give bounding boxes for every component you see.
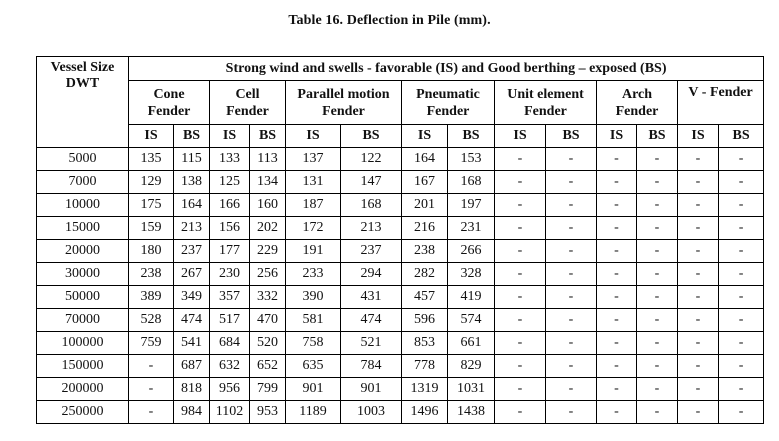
deflection-cell: 635 <box>286 355 341 378</box>
deflection-cell: - <box>546 286 597 309</box>
deflection-cell: 470 <box>250 309 286 332</box>
table-row <box>37 217 764 240</box>
deflection-cell: - <box>546 309 597 332</box>
deflection-cell: 520 <box>250 332 286 355</box>
vessel-size-cell: 200000 <box>37 378 129 401</box>
deflection-cell: - <box>719 309 764 332</box>
deflection-cell: 134 <box>250 171 286 194</box>
deflection-cell: - <box>678 286 719 309</box>
deflection-cell: 596 <box>402 309 448 332</box>
deflection-cell: 521 <box>341 332 402 355</box>
header-bs: BS <box>719 125 764 148</box>
header-bs: BS <box>637 125 678 148</box>
vessel-size-cell: 100000 <box>37 332 129 355</box>
header-is: IS <box>286 125 341 148</box>
deflection-cell: 474 <box>174 309 210 332</box>
deflection-cell: 474 <box>341 309 402 332</box>
vessel-size-cell: 30000 <box>37 263 129 286</box>
deflection-cell: - <box>597 217 637 240</box>
deflection-cell: - <box>597 171 637 194</box>
deflection-cell: - <box>597 263 637 286</box>
deflection-cell: 349 <box>174 286 210 309</box>
vessel-size-cell: 15000 <box>37 217 129 240</box>
deflection-cell: - <box>546 148 597 171</box>
deflection-cell: - <box>678 355 719 378</box>
header-cell-fender: Cell Fender <box>210 81 286 125</box>
table-row <box>37 355 764 378</box>
deflection-cell: - <box>637 401 678 424</box>
vessel-size-cell: 20000 <box>37 240 129 263</box>
deflection-cell: - <box>495 332 546 355</box>
deflection-cell: - <box>678 263 719 286</box>
deflection-cell: 818 <box>174 378 210 401</box>
deflection-cell: - <box>495 286 546 309</box>
header-vessel-size-line-2: DWT <box>65 76 100 91</box>
deflection-cell: - <box>597 194 637 217</box>
deflection-cell: 160 <box>250 194 286 217</box>
table-row <box>37 378 764 401</box>
table-row <box>37 309 764 332</box>
deflection-cell: 953 <box>250 401 286 424</box>
deflection-cell: 1102 <box>210 401 250 424</box>
header-is: IS <box>210 125 250 148</box>
deflection-cell: - <box>637 286 678 309</box>
header-group-title: Strong wind and swells - favorable (IS) and Good berthing – exposed (BS) <box>129 57 764 81</box>
deflection-cell: 328 <box>448 263 495 286</box>
deflection-cell: 1438 <box>448 401 495 424</box>
deflection-cell: - <box>495 401 546 424</box>
deflection-cell: 187 <box>286 194 341 217</box>
deflection-cell: 202 <box>250 217 286 240</box>
deflection-cell: - <box>597 332 637 355</box>
vessel-size-cell: 70000 <box>37 309 129 332</box>
deflection-cell: 1319 <box>402 378 448 401</box>
table-caption: Table 16. Deflection in Pile (mm). <box>288 13 491 28</box>
deflection-cell: - <box>637 378 678 401</box>
deflection-cell: 216 <box>402 217 448 240</box>
deflection-cell: - <box>637 332 678 355</box>
deflection-cell: 758 <box>286 332 341 355</box>
deflection-cell: - <box>637 171 678 194</box>
table-row <box>37 263 764 286</box>
deflection-cell: 159 <box>129 217 174 240</box>
deflection-cell: - <box>719 263 764 286</box>
deflection-cell: 164 <box>402 148 448 171</box>
deflection-cell: - <box>637 309 678 332</box>
vessel-size-cell: 150000 <box>37 355 129 378</box>
deflection-cell: 267 <box>174 263 210 286</box>
deflection-cell: 652 <box>250 355 286 378</box>
deflection-cell: 1189 <box>286 401 341 424</box>
table-row <box>37 401 764 424</box>
deflection-cell: - <box>678 194 719 217</box>
table-row <box>37 332 764 355</box>
table-row <box>37 194 764 217</box>
deflection-cell: 238 <box>402 240 448 263</box>
deflection-cell: 172 <box>286 217 341 240</box>
deflection-cell: - <box>637 148 678 171</box>
deflection-cell: - <box>719 217 764 240</box>
deflection-cell: - <box>719 194 764 217</box>
deflection-cell: - <box>719 401 764 424</box>
deflection-cell: 115 <box>174 148 210 171</box>
deflection-cell: 233 <box>286 263 341 286</box>
header-arch-fender: Arch Fender <box>597 81 678 125</box>
deflection-cell: - <box>495 194 546 217</box>
deflection-cell: - <box>495 355 546 378</box>
header-is: IS <box>678 125 719 148</box>
vessel-size-cell: 7000 <box>37 171 129 194</box>
vessel-size-cell: 50000 <box>37 286 129 309</box>
deflection-cell: 294 <box>341 263 402 286</box>
deflection-cell: - <box>678 240 719 263</box>
table-row <box>37 286 764 309</box>
deflection-cell: - <box>637 194 678 217</box>
deflection-cell: 901 <box>286 378 341 401</box>
deflection-cell: - <box>495 240 546 263</box>
deflection-cell: 956 <box>210 378 250 401</box>
deflection-cell: - <box>546 263 597 286</box>
deflection-cell: - <box>597 401 637 424</box>
deflection-cell: - <box>719 286 764 309</box>
header-vessel-size <box>37 57 129 148</box>
deflection-cell: 984 <box>174 401 210 424</box>
header-v-fender: V - Fender <box>678 81 764 125</box>
deflection-cell: 125 <box>210 171 250 194</box>
header-row-is-bs <box>37 125 764 148</box>
deflection-cell: - <box>495 148 546 171</box>
deflection-cell: 357 <box>210 286 250 309</box>
deflection-cell: - <box>597 309 637 332</box>
deflection-cell: 266 <box>448 240 495 263</box>
deflection-cell: 166 <box>210 194 250 217</box>
deflection-cell: 799 <box>250 378 286 401</box>
deflection-cell: - <box>678 217 719 240</box>
deflection-cell: 1031 <box>448 378 495 401</box>
header-is: IS <box>495 125 546 148</box>
header-bs: BS <box>341 125 402 148</box>
header-pneumatic-fender: Pneumatic Fender <box>402 81 495 125</box>
header-vessel-size-line-1: Vessel Size <box>50 60 115 75</box>
deflection-cell: - <box>129 355 174 378</box>
deflection-cell: - <box>129 401 174 424</box>
deflection-cell: - <box>546 217 597 240</box>
deflection-cell: - <box>546 194 597 217</box>
deflection-cell: - <box>719 240 764 263</box>
deflection-cell: 213 <box>341 217 402 240</box>
deflection-cell: 213 <box>174 217 210 240</box>
deflection-cell: 197 <box>448 194 495 217</box>
deflection-cell: - <box>678 378 719 401</box>
deflection-cell: 901 <box>341 378 402 401</box>
deflection-cell: 138 <box>174 171 210 194</box>
deflection-cell: 135 <box>129 148 174 171</box>
deflection-cell: 1003 <box>341 401 402 424</box>
deflection-cell: 1496 <box>402 401 448 424</box>
deflection-cell: 231 <box>448 217 495 240</box>
deflection-cell: 164 <box>174 194 210 217</box>
header-unit-element-fender: Unit element Fender <box>495 81 597 125</box>
table-row <box>37 148 764 171</box>
deflection-cell: - <box>678 309 719 332</box>
deflection-cell: 431 <box>341 286 402 309</box>
header-is: IS <box>129 125 174 148</box>
deflection-cell: 517 <box>210 309 250 332</box>
deflection-cell: - <box>495 217 546 240</box>
vessel-size-cell: 10000 <box>37 194 129 217</box>
table-body <box>37 148 764 424</box>
deflection-cell: - <box>678 171 719 194</box>
deflection-cell: 191 <box>286 240 341 263</box>
deflection-cell: 167 <box>402 171 448 194</box>
deflection-cell: 541 <box>174 332 210 355</box>
deflection-cell: - <box>546 355 597 378</box>
deflection-cell: 133 <box>210 148 250 171</box>
deflection-cell: 147 <box>341 171 402 194</box>
deflection-cell: - <box>546 171 597 194</box>
table-row <box>37 240 764 263</box>
deflection-cell: - <box>495 378 546 401</box>
deflection-cell: 528 <box>129 309 174 332</box>
deflection-cell: - <box>597 148 637 171</box>
deflection-cell: - <box>678 401 719 424</box>
header-row-fenders <box>37 81 764 125</box>
deflection-cell: 131 <box>286 171 341 194</box>
deflection-cell: 129 <box>129 171 174 194</box>
deflection-cell: - <box>637 263 678 286</box>
deflection-cell: - <box>719 171 764 194</box>
deflection-cell: 168 <box>448 171 495 194</box>
deflection-cell: - <box>546 378 597 401</box>
deflection-cell: - <box>495 309 546 332</box>
deflection-cell: 457 <box>402 286 448 309</box>
deflection-cell: 778 <box>402 355 448 378</box>
deflection-cell: 687 <box>174 355 210 378</box>
deflection-cell: 661 <box>448 332 495 355</box>
deflection-cell: 256 <box>250 263 286 286</box>
deflection-cell: - <box>597 240 637 263</box>
deflection-cell: 784 <box>341 355 402 378</box>
deflection-cell: - <box>719 378 764 401</box>
header-is: IS <box>597 125 637 148</box>
deflection-cell: 137 <box>286 148 341 171</box>
deflection-cell: 574 <box>448 309 495 332</box>
deflection-cell: 122 <box>341 148 402 171</box>
deflection-cell: 829 <box>448 355 495 378</box>
deflection-cell: - <box>495 171 546 194</box>
deflection-cell: 853 <box>402 332 448 355</box>
header-cone-fender: Cone Fender <box>129 81 210 125</box>
deflection-cell: 168 <box>341 194 402 217</box>
deflection-cell: 759 <box>129 332 174 355</box>
deflection-cell: - <box>719 148 764 171</box>
deflection-cell: 180 <box>129 240 174 263</box>
deflection-cell: 156 <box>210 217 250 240</box>
deflection-cell: 229 <box>250 240 286 263</box>
deflection-cell: 230 <box>210 263 250 286</box>
deflection-cell: - <box>719 332 764 355</box>
deflection-cell: - <box>597 355 637 378</box>
deflection-cell: 113 <box>250 148 286 171</box>
deflection-cell: - <box>678 148 719 171</box>
deflection-cell: 237 <box>341 240 402 263</box>
deflection-cell: 175 <box>129 194 174 217</box>
deflection-cell: - <box>597 286 637 309</box>
deflection-cell: - <box>546 332 597 355</box>
header-parallel-motion-fender: Parallel motion Fender <box>286 81 402 125</box>
header-is: IS <box>402 125 448 148</box>
deflection-table <box>36 56 764 424</box>
header-row-group <box>37 57 764 81</box>
header-bs: BS <box>448 125 495 148</box>
deflection-cell: 389 <box>129 286 174 309</box>
deflection-cell: - <box>546 240 597 263</box>
deflection-cell: 282 <box>402 263 448 286</box>
deflection-cell: 581 <box>286 309 341 332</box>
deflection-cell: 237 <box>174 240 210 263</box>
header-bs: BS <box>250 125 286 148</box>
deflection-cell: 632 <box>210 355 250 378</box>
deflection-cell: 201 <box>402 194 448 217</box>
deflection-cell: 153 <box>448 148 495 171</box>
deflection-cell: 177 <box>210 240 250 263</box>
deflection-cell: - <box>719 355 764 378</box>
deflection-cell: - <box>637 240 678 263</box>
deflection-cell: 684 <box>210 332 250 355</box>
deflection-cell: - <box>546 401 597 424</box>
deflection-cell: - <box>637 217 678 240</box>
deflection-cell: - <box>495 263 546 286</box>
header-bs: BS <box>174 125 210 148</box>
deflection-cell: - <box>129 378 174 401</box>
deflection-cell: 238 <box>129 263 174 286</box>
deflection-cell: 419 <box>448 286 495 309</box>
header-bs: BS <box>546 125 597 148</box>
deflection-cell: 390 <box>286 286 341 309</box>
deflection-cell: - <box>637 355 678 378</box>
deflection-cell: - <box>678 332 719 355</box>
table-row <box>37 171 764 194</box>
vessel-size-cell: 250000 <box>37 401 129 424</box>
deflection-cell: 332 <box>250 286 286 309</box>
deflection-cell: - <box>597 378 637 401</box>
vessel-size-cell: 5000 <box>37 148 129 171</box>
